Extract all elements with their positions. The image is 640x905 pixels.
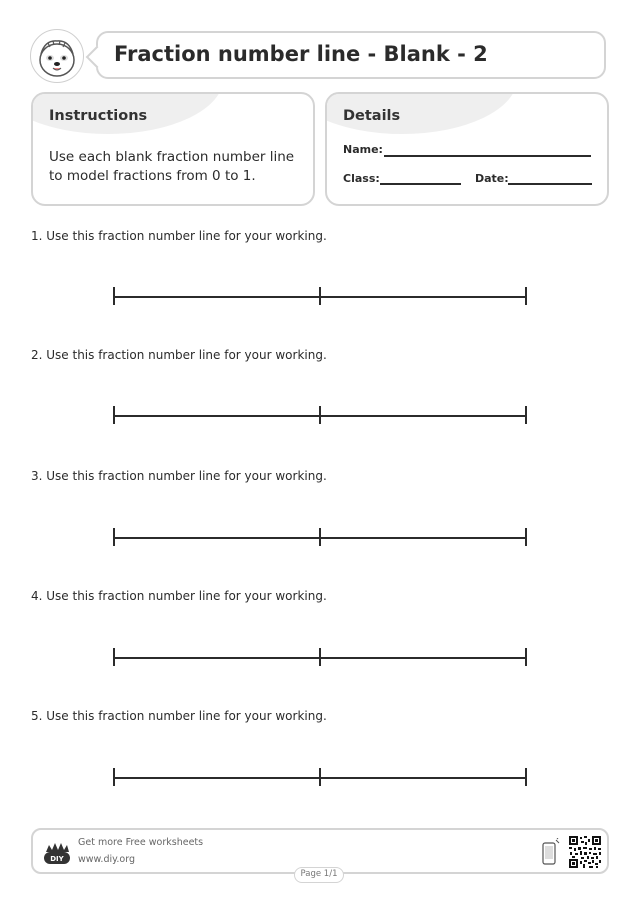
number-line-tick-start: [113, 528, 115, 546]
number-line-tick-start: [113, 648, 115, 666]
question-5: 5. Use this fraction number line for your working.: [31, 709, 327, 723]
number-line-tick-middle: [319, 287, 321, 305]
phone-icon: [542, 838, 560, 866]
footer-url[interactable]: www.diy.org: [78, 854, 135, 865]
name-field[interactable]: [384, 155, 591, 157]
question-4: 4. Use this fraction number line for your working.: [31, 589, 327, 603]
footer-promo: Get more Free worksheets: [78, 837, 204, 848]
number-line-tick-middle: [319, 528, 321, 546]
sloth-mascot-icon: [31, 30, 83, 82]
name-label: Name:: [343, 143, 383, 156]
details-heading: Details: [343, 108, 401, 124]
number-line-tick-start: [113, 768, 115, 786]
number-line-tick-middle: [319, 768, 321, 786]
speech-pointer: [86, 46, 109, 69]
instructions-heading: Instructions: [49, 108, 148, 124]
qr-code-icon[interactable]: [569, 836, 601, 868]
number-line-tick-end: [525, 406, 527, 424]
number-line-tick-end: [525, 528, 527, 546]
number-line-tick-end: [525, 648, 527, 666]
number-line-tick-end: [525, 287, 527, 305]
class-label: Class:: [343, 172, 380, 185]
title-box: [96, 31, 606, 79]
number-line-3: [113, 528, 527, 548]
question-2: 2. Use this fraction number line for your working.: [31, 348, 327, 362]
svg-text:DIY: DIY: [50, 855, 64, 863]
diy-logo-icon[interactable]: [43, 840, 71, 866]
number-line-tick-start: [113, 287, 115, 305]
number-line-2: [113, 406, 527, 426]
number-line-tick-end: [525, 768, 527, 786]
instructions-text: Use each blank fraction number line to model fractions from 0 to 1.: [49, 149, 295, 184]
date-label: Date:: [475, 172, 509, 185]
number-line-tick-middle: [319, 648, 321, 666]
details-panel: [325, 92, 609, 206]
question-1: 1. Use this fraction number line for your working.: [31, 229, 327, 243]
number-line-tick-start: [113, 406, 115, 424]
page-title: Fraction number line - Blank - 2: [114, 42, 488, 66]
class-field[interactable]: [380, 183, 461, 185]
mascot-avatar: [30, 29, 84, 83]
number-line-tick-middle: [319, 406, 321, 424]
date-field[interactable]: [508, 183, 592, 185]
number-line-1: [113, 287, 527, 307]
page-number: Page 1/1: [294, 867, 344, 883]
instructions-panel: [31, 92, 315, 206]
number-line-4: [113, 648, 527, 668]
question-3: 3. Use this fraction number line for your working.: [31, 469, 327, 483]
number-line-5: [113, 768, 527, 788]
